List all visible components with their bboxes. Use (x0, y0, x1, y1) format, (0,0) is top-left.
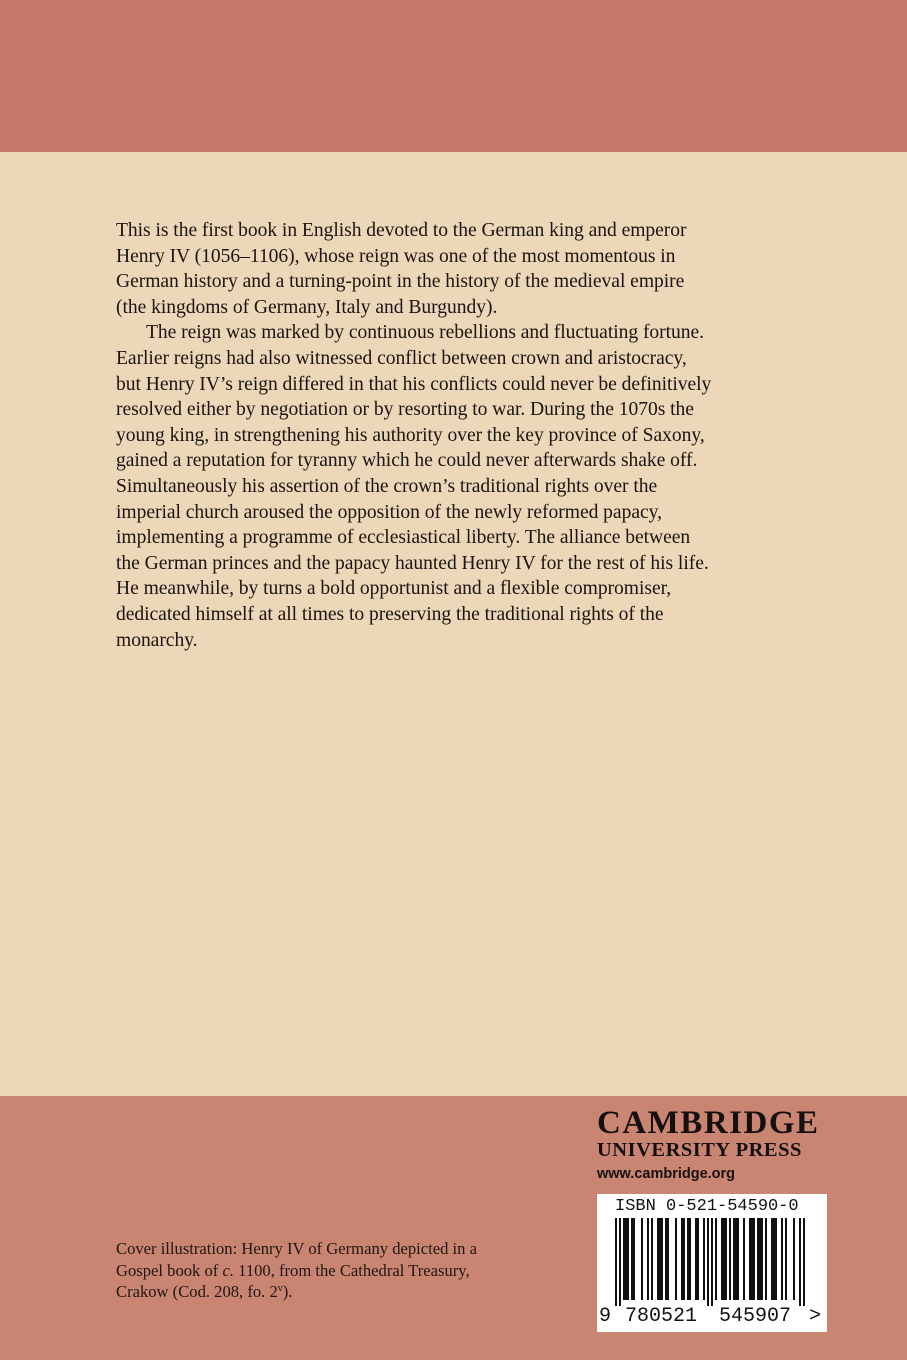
blurb-line: resolved either by negotiation or by resorting to war. During the 1070s the (116, 399, 694, 421)
publisher-url: www.cambridge.org (597, 1166, 736, 1182)
barcode-bar (729, 1218, 731, 1300)
barcode-bar (657, 1218, 659, 1300)
caption-line-3 (116, 1281, 556, 1303)
barcode-bar (799, 1218, 801, 1306)
blurb-line: Simultaneously his assertion of the crown’s traditional rights over the (116, 475, 658, 497)
blurb-line: gained a reputation for tyranny which he could never afterwards shake off. (116, 450, 698, 472)
caption-text: Crakow (Cod. 208, fo. 2 (116, 1282, 278, 1301)
barcode-bar (633, 1218, 635, 1300)
caption-circa: c. (222, 1260, 234, 1280)
barcode-bar (721, 1218, 723, 1300)
barcode-bar (793, 1218, 795, 1300)
ean-lead-digit: 9 (599, 1305, 612, 1328)
barcode-bar (749, 1218, 751, 1300)
barcode-bar (675, 1218, 677, 1300)
barcode-bar (667, 1218, 669, 1300)
blurb-line: young king, in strengthening his authority over the key province of Saxony, (116, 424, 705, 446)
barcode-bars (597, 1218, 827, 1306)
barcode-bar (697, 1218, 699, 1300)
blurb-line: imperial church aroused the opposition of the newly reformed papacy, (116, 501, 662, 523)
barcode-bar (771, 1218, 773, 1300)
barcode-bar (627, 1218, 629, 1300)
publisher-logo (597, 1106, 829, 1183)
barcode-bar (707, 1218, 709, 1306)
publisher-subtitle: UNIVERSITY PRESS (597, 1139, 802, 1161)
barcode-bar (615, 1218, 617, 1306)
barcode-bar (785, 1218, 787, 1300)
blurb-line: implementing a programme of ecclesiastical liberty. The alliance between (116, 527, 691, 549)
blurb-line: monarchy. (116, 629, 198, 651)
caption-superscript: v (277, 1283, 283, 1294)
blurb-line: Earlier reigns had also witnessed conflict between crown and aristocracy, (116, 347, 687, 369)
ean-digits (597, 1304, 827, 1330)
barcode-box (597, 1194, 827, 1332)
blurb-line: This is the first book in English devoted to the German king and emperor (116, 220, 687, 241)
barcode-bar (661, 1218, 663, 1300)
isbn-label: ISBN 0-521-54590-0 (615, 1197, 799, 1216)
barcode-bar (751, 1218, 753, 1300)
barcode-bar (683, 1218, 685, 1300)
barcode-bar (757, 1218, 759, 1300)
blurb-paragraph-2 (116, 320, 796, 653)
barcode-bar (647, 1218, 649, 1300)
barcode-bar (651, 1218, 653, 1300)
barcode-bar (735, 1218, 737, 1300)
blurb-line: The reign was marked by continuous rebellions and fluctuating fortune. (146, 322, 705, 344)
ean-left-digits: 780521 (625, 1305, 698, 1328)
barcode-bar (759, 1218, 761, 1300)
blurb-line: (the kingdoms of Germany, Italy and Burgundy). (116, 296, 498, 318)
barcode-bar (725, 1218, 727, 1300)
caption-line-2 (116, 1260, 556, 1282)
caption-text: Gospel book of (116, 1260, 223, 1280)
blurb-line: He meanwhile, by turns a bold opportunist and a flexible compromiser, (116, 578, 672, 600)
barcode-bar (641, 1218, 643, 1300)
cover-illustration-caption (116, 1238, 556, 1303)
barcode-bar (703, 1218, 705, 1300)
caption-line-1: Cover illustration: Henry IV of Germany depicted in a (116, 1239, 477, 1258)
barcode-bar (695, 1218, 697, 1300)
barcode-bar (773, 1218, 775, 1300)
barcode-bar (687, 1218, 689, 1300)
barcode-bar (753, 1218, 755, 1300)
ean-arrow: > (809, 1305, 822, 1328)
barcode-bar (631, 1218, 633, 1300)
publisher-name: CAMBRIDGE (597, 1105, 820, 1141)
blurb-line: dedicated himself at all times to preserving the traditional rights of the (116, 603, 664, 625)
blurb-text (116, 218, 796, 653)
barcode-bar (737, 1218, 739, 1300)
barcode-bar (681, 1218, 683, 1300)
ean-right-digits: 545907 (719, 1305, 792, 1328)
top-color-band (0, 0, 907, 152)
caption-text: ). (282, 1282, 293, 1301)
barcode-bar (743, 1218, 745, 1300)
barcode-bar (623, 1218, 625, 1300)
blurb-line: but Henry IV’s reign differed in that his conflicts could never be definitively (116, 373, 712, 395)
barcode-bar (625, 1218, 627, 1300)
barcode-bar (765, 1218, 767, 1300)
barcode-bar (665, 1218, 667, 1300)
barcode-bar (689, 1218, 691, 1300)
barcode-bar (733, 1218, 735, 1300)
blurb-line: the German princes and the papacy haunted Henry IV for the rest of his life. (116, 552, 709, 574)
barcode-bar (803, 1218, 805, 1306)
caption-text: 1100, from the Cathedral Treasury, (233, 1260, 470, 1280)
barcode-bar (711, 1218, 713, 1306)
barcode-bar (781, 1218, 783, 1300)
barcode-bar (715, 1218, 717, 1300)
barcode-bar (775, 1218, 777, 1300)
blurb-line: German history and a turning-point in the history of the medieval empire (116, 271, 685, 293)
blurb-paragraph-1 (116, 218, 796, 320)
barcode-bar (659, 1218, 661, 1300)
barcode-bar (723, 1218, 725, 1300)
blurb-line: Henry IV (1056–1106), whose reign was one of the most momentous in (116, 245, 676, 267)
barcode-bar (761, 1218, 763, 1300)
barcode-bar (619, 1218, 621, 1306)
